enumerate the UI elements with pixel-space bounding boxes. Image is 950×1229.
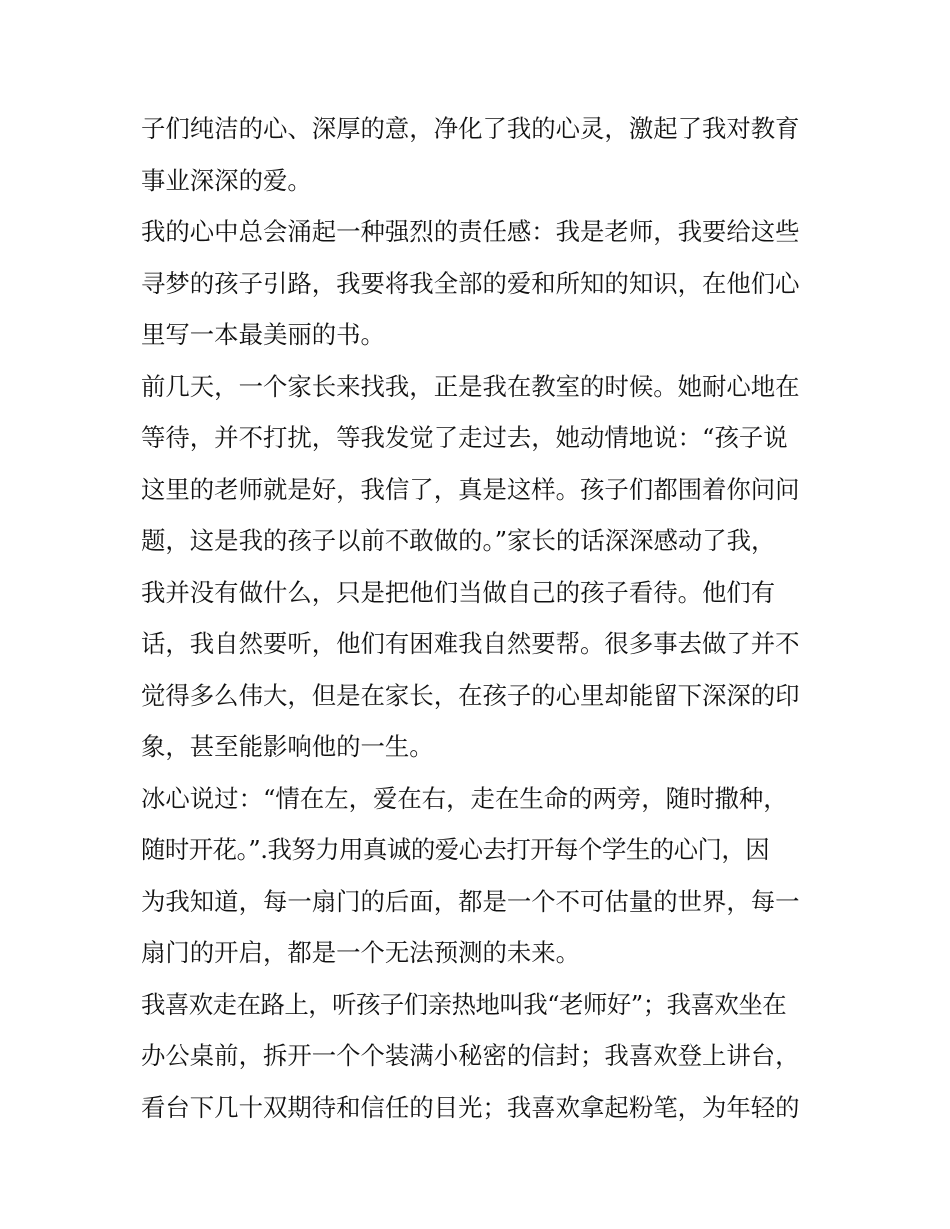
text-line: 这里的老师就是好，我信了，真是这样。孩子们都围着你问问 bbox=[141, 474, 800, 504]
text-line: 寻梦的孩子引路，我要将我全部的爱和所知的知识，在他们心 bbox=[141, 268, 800, 298]
text-line: 象，甚至能影响他的一生。 bbox=[141, 732, 434, 761]
text-line: 我喜欢走在路上，听孩子们亲热地叫我“老师好”；我喜欢坐在 bbox=[141, 989, 787, 1019]
text-line: 话，我自然要听，他们有困难我自然要帮。很多事去做了并不 bbox=[141, 629, 800, 658]
text-line: 里写一本最美丽的书。 bbox=[141, 320, 385, 349]
text-line: 看台下几十双期待和信任的目光；我喜欢拿起粉笔，为年轻的 bbox=[141, 1092, 800, 1122]
text-line: 前几天，一个家长来找我，正是我在教室的时候。她耐心地在 bbox=[141, 371, 800, 401]
text-line: 冰心说过：“情在左，爱在右，走在生命的两旁，随时撒种， bbox=[141, 783, 788, 813]
text-line: 随时开花。”.我努力用真诚的爱心去打开每个学生的心门，因 bbox=[141, 835, 770, 864]
text-line: 我并没有做什么，只是把他们当做自己的孩子看待。他们有 bbox=[141, 577, 776, 607]
text-line: 题，这是我的孩子以前不敢做的。”家长的话深深感动了我， bbox=[141, 526, 776, 555]
text-line: 办公桌前，拆开一个个装满小秘密的信封；我喜欢登上讲台， bbox=[141, 1041, 800, 1070]
text-line: 我的心中总会涌起一种强烈的责任感：我是老师，我要给这些 bbox=[141, 217, 800, 246]
text-line: 觉得多么伟大，但是在家长，在孩子的心里却能留下深深的印 bbox=[141, 680, 800, 710]
body-text bbox=[141, 103, 813, 1133]
text-line: 等待，并不打扰，等我发觉了走过去，她动情地说：“孩子说 bbox=[141, 423, 788, 452]
text-line: 扇门的开启，都是一个无法预测的未来。 bbox=[141, 938, 581, 967]
text-line: 事业深深的爱。 bbox=[141, 165, 312, 195]
text-line: 子们纯洁的心、深厚的意，净化了我的心灵，激起了我对教育 bbox=[141, 114, 800, 143]
text-line: 为我知道，每一扇门的后面，都是一个不可估量的世界，每一 bbox=[141, 886, 800, 916]
